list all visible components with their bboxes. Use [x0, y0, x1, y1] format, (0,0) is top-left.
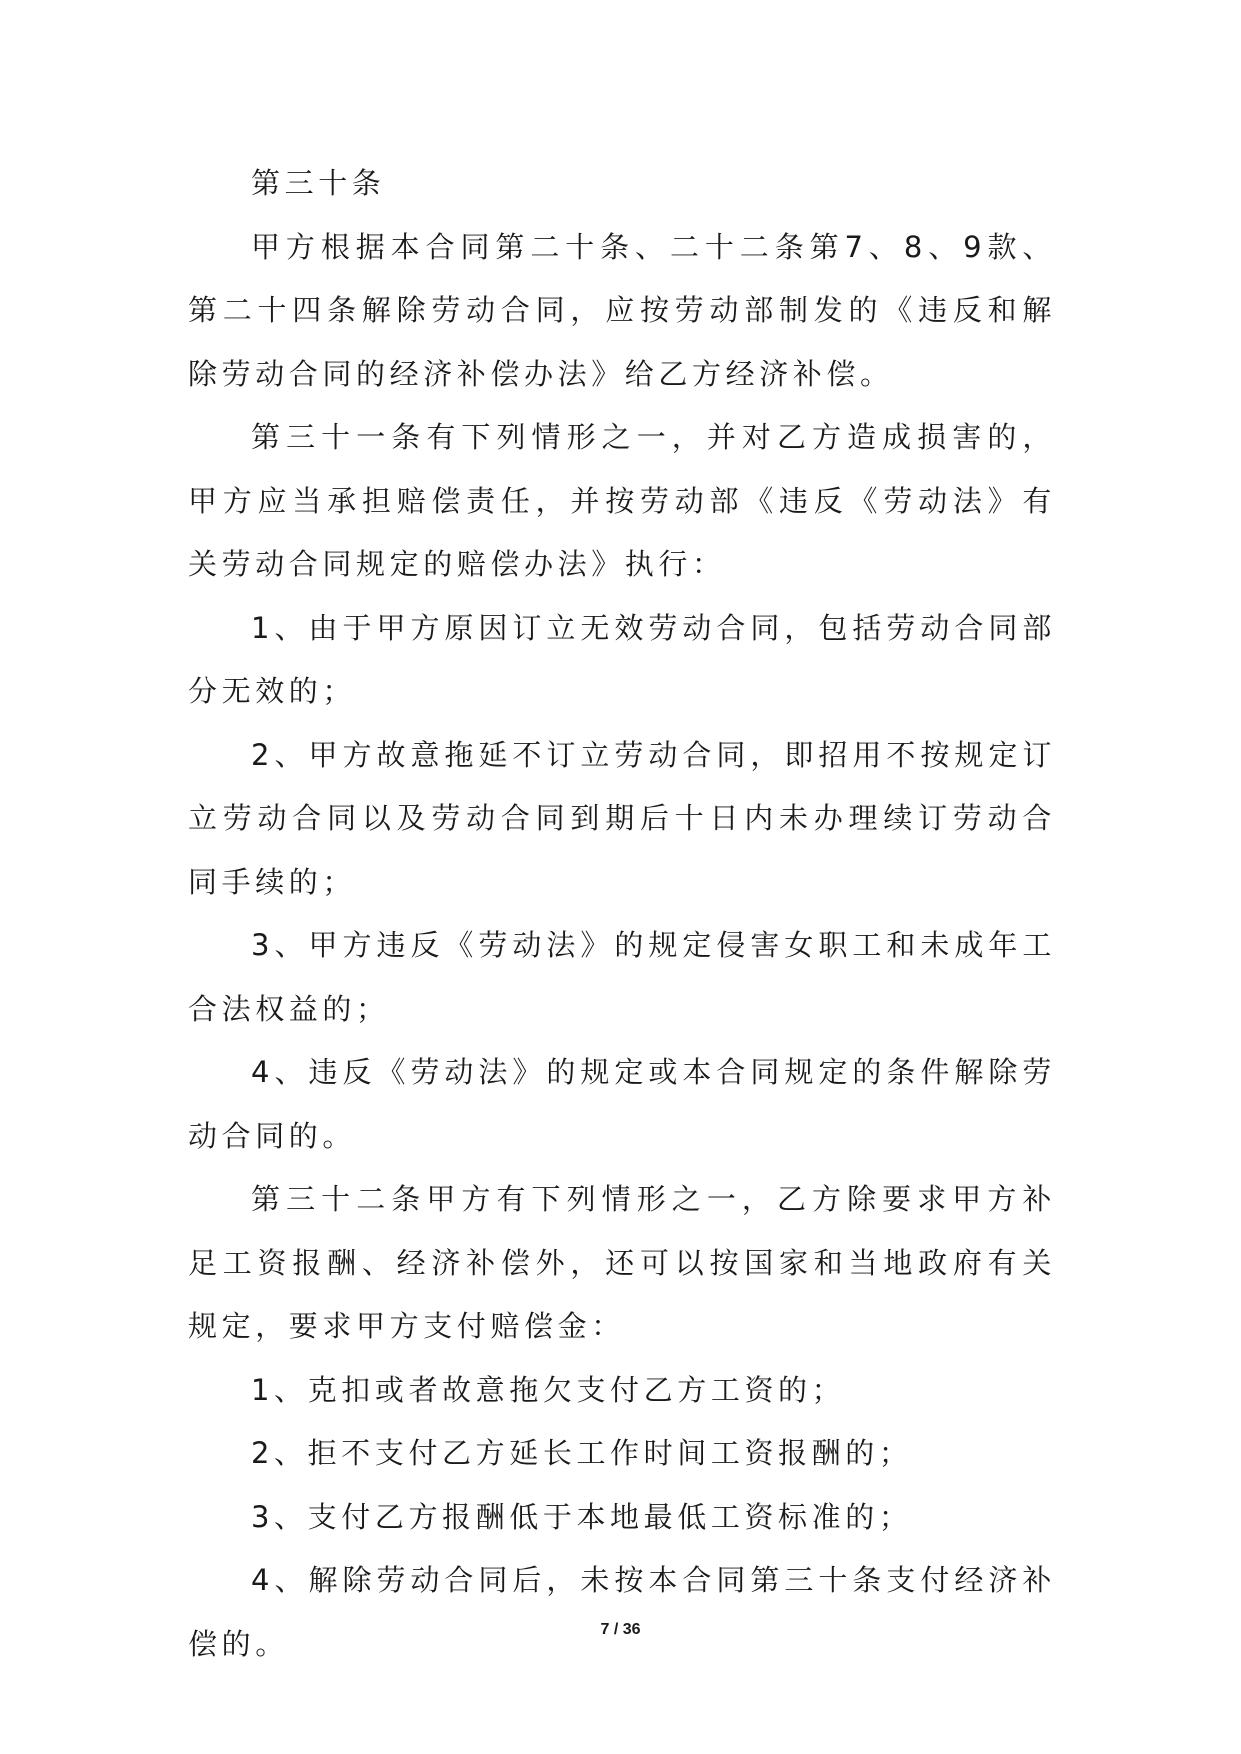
article-31-item-2: 2、甲方故意拖延不订立劳动合同，即招用不按规定订立劳动合同以及劳动合同到期后十日内未办理续订劳动合同手续的； [188, 737, 1056, 899]
article-31-item-4: 4、违反《劳动法》的规定或本合同规定的条件解除劳动合同的。 [188, 1055, 1056, 1153]
article-30-paragraph: 甲方根据本合同第二十条、二十二条第7、8、9款、第二十四条解除劳动合同，应按劳动部制发的《违反和解除劳动合同的经济补偿办法》给乙方经济补偿。 [188, 229, 1056, 391]
article-32-item-3: 3、支付乙方报酬低于本地最低工资标准的； [251, 1499, 913, 1534]
article-32-item-1: 1、克扣或者故意拖欠支付乙方工资的； [251, 1372, 846, 1407]
document-body [188, 152, 1056, 1676]
article-31-paragraph: 第三十一条有下列情形之一，并对乙方造成损害的，甲方应当承担赔偿责任，并按劳动部《违反《劳动法》有关劳动合同规定的赔偿办法》执行： [188, 420, 1056, 581]
article-32-paragraph: 第三十二条甲方有下列情形之一，乙方除要求甲方补足工资报酬、经济补偿外，还可以按国家和当地政府有关规定，要求甲方支付赔偿金： [188, 1182, 1056, 1343]
page-number: 7 / 36 [600, 1621, 641, 1638]
article-30-heading: 第三十条 [251, 166, 386, 200]
article-32-item-2: 2、拒不支付乙方延长工作时间工资报酬的； [251, 1436, 913, 1470]
article-31-item-3: 3、甲方违反《劳动法》的规定侵害女职工和未成年工合法权益的； [188, 928, 1056, 1026]
article-31-item-1: 1、由于甲方原因订立无效劳动合同，包括劳动合同部分无效的； [188, 610, 1056, 708]
article-32-item-4: 4、解除劳动合同后，未按本合同第三十条支付经济补偿的。 [188, 1563, 1056, 1661]
